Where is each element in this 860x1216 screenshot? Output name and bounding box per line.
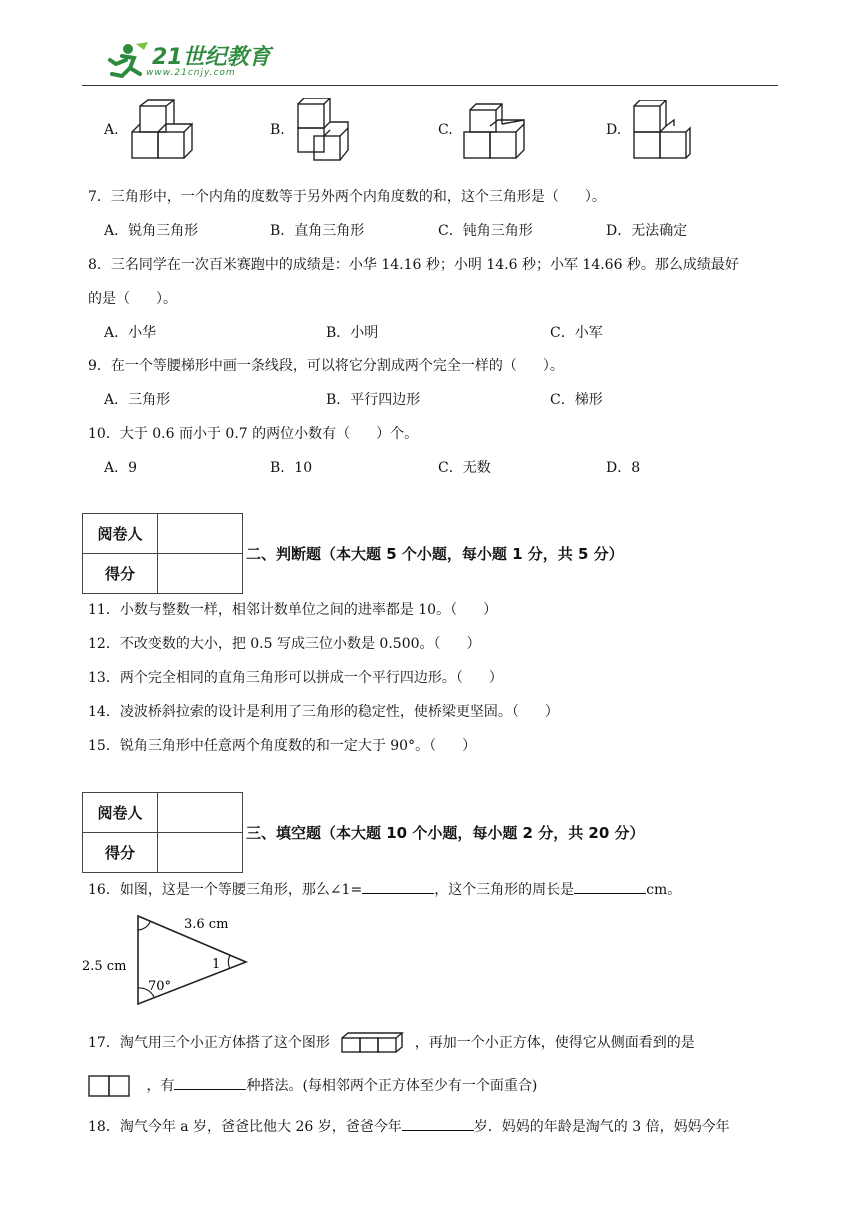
q6-option-d: D. bbox=[606, 122, 622, 138]
side-view-icon bbox=[88, 1075, 134, 1097]
q18-text-end: 岁．妈妈的年龄是淘气的 3 倍，妈妈今年 bbox=[473, 1119, 730, 1135]
score-label: 得分 bbox=[83, 554, 158, 594]
left-side-label: 2.5 cm bbox=[82, 959, 127, 974]
q9-stem bbox=[88, 355, 564, 375]
q7-option-b: B．直角三角形 bbox=[270, 223, 365, 239]
three-cubes-icon bbox=[340, 1032, 404, 1054]
q14 bbox=[88, 701, 559, 721]
q12-close: ） bbox=[466, 636, 481, 652]
score-cell[interactable] bbox=[158, 554, 243, 594]
q11 bbox=[88, 599, 497, 619]
reviewer-cell[interactable] bbox=[158, 514, 243, 554]
section3-title: 三、填空题（本大题 10 个小题，每小题 2 分，共 20 分） bbox=[246, 824, 645, 842]
q8-stem-line2 bbox=[88, 288, 177, 308]
runner-logo-icon bbox=[100, 40, 152, 84]
section3-score-box bbox=[82, 792, 243, 873]
q6-figure-b bbox=[294, 98, 358, 164]
score-cell[interactable] bbox=[158, 833, 243, 873]
q18-text: 18．淘气今年 a 岁，爸爸比他大 26 岁，爸爸今年 bbox=[88, 1119, 402, 1135]
q15 bbox=[88, 735, 476, 755]
q6-figure-c bbox=[462, 102, 528, 162]
header-divider bbox=[82, 85, 778, 86]
q10-option-c: C．无数 bbox=[438, 460, 491, 476]
q9-option-b: B．平行四边形 bbox=[326, 392, 421, 408]
q6-option-c: C. bbox=[438, 122, 453, 138]
brand-site: www.21cnjy.com bbox=[146, 68, 236, 78]
q6-option-b: B. bbox=[270, 122, 285, 138]
reviewer-label: 阅卷人 bbox=[83, 514, 158, 554]
score-label: 得分 bbox=[83, 833, 158, 873]
angle-1-label: 1 bbox=[212, 957, 221, 972]
q12 bbox=[88, 633, 481, 653]
brand-name: 21世纪教育 bbox=[152, 45, 271, 70]
reviewer-label: 阅卷人 bbox=[83, 793, 158, 833]
q17-blank[interactable] bbox=[174, 1075, 246, 1090]
q9-option-c: C．梯形 bbox=[550, 392, 603, 408]
q11-text: 11．小数与整数一样，相邻计数单位之间的进率都是 10。（ bbox=[88, 602, 458, 618]
q10-option-d: D．8 bbox=[606, 460, 641, 476]
q7-stem bbox=[88, 186, 606, 206]
section2-title: 二、判断题（本大题 5 个小题，每小题 1 分，共 5 分） bbox=[246, 545, 624, 563]
q17-text-end: 种搭法。(每相邻两个正方体至少有一个面重合) bbox=[246, 1078, 538, 1094]
q10-option-a: A．9 bbox=[104, 460, 138, 476]
q8-text: 的是（ bbox=[88, 291, 130, 307]
q14-text: 14．凌波桥斜拉索的设计是利用了三角形的稳定性，使桥梁更坚固。（ bbox=[88, 704, 519, 720]
q15-text: 15．锐角三角形中任意两个角度数的和一定大于 90°。（ bbox=[88, 738, 437, 754]
q8-text-end: ）。 bbox=[156, 291, 177, 307]
q11-close: ） bbox=[483, 602, 498, 618]
q7-option-a: A．锐角三角形 bbox=[104, 223, 199, 239]
q13 bbox=[88, 667, 503, 687]
section2-score-box bbox=[82, 513, 243, 594]
q17-stem-line2 bbox=[88, 1075, 537, 1097]
header-logo bbox=[100, 40, 280, 84]
q7-text: 7．三角形中，一个内角的度数等于另外两个内角度数的和，这个三角形是（ bbox=[88, 189, 559, 205]
q7-option-d: D．无法确定 bbox=[606, 223, 688, 239]
q7-text-end: ）。 bbox=[584, 189, 606, 205]
q9-text: 9．在一个等腰梯形中画一条线段，可以将它分割成两个完全一样的（ bbox=[88, 358, 517, 374]
q16-blank-perimeter[interactable] bbox=[574, 879, 646, 894]
q6-option-a: A. bbox=[104, 122, 119, 138]
q12-text: 12．不改变数的大小，把 0.5 写成三位小数是 0.500。（ bbox=[88, 636, 441, 652]
q8-option-a: A．小华 bbox=[104, 325, 157, 341]
q15-close: ） bbox=[462, 738, 477, 754]
q17-text-mid: ，再加一个小正方体，使得它从侧面看到的是 bbox=[414, 1035, 695, 1051]
q16-text-end: cm。 bbox=[646, 882, 682, 898]
q8-option-c: C．小军 bbox=[550, 325, 603, 341]
q17-text-line2: ，有 bbox=[146, 1078, 175, 1094]
q17-stem-line1 bbox=[88, 1032, 695, 1054]
q10-stem bbox=[88, 423, 418, 443]
q10-text: 10．大于 0.6 而小于 0.7 的两位小数有（ bbox=[88, 426, 351, 442]
q16-text-mid: ，这个三角形的周长是 bbox=[434, 882, 575, 898]
q18-blank-father[interactable] bbox=[402, 1116, 474, 1131]
bottom-angle-label: 70° bbox=[148, 979, 172, 994]
top-side-label: 3.6 cm bbox=[184, 917, 229, 932]
q13-text: 13．两个完全相同的直角三角形可以拼成一个平行四边形。（ bbox=[88, 670, 463, 686]
q17-text: 17．淘气用三个小正方体搭了这个图形 bbox=[88, 1035, 330, 1051]
q6-figure-d bbox=[630, 100, 692, 162]
q9-option-a: A．三角形 bbox=[104, 392, 171, 408]
q10-option-b: B．10 bbox=[270, 460, 313, 476]
q16-stem bbox=[88, 879, 681, 899]
reviewer-cell[interactable] bbox=[158, 793, 243, 833]
isosceles-triangle-figure bbox=[80, 908, 260, 1010]
q6-figure-a bbox=[128, 98, 200, 164]
q10-text-end: ）个。 bbox=[376, 426, 419, 442]
q8-option-b: B．小明 bbox=[326, 325, 379, 341]
q16-blank-angle[interactable] bbox=[362, 879, 434, 894]
q9-text-end: ）。 bbox=[542, 358, 564, 374]
q16-text: 16．如图，这是一个等腰三角形，那么∠1= bbox=[88, 882, 363, 898]
q8-stem-line1: 8．三名同学在一次百米赛跑中的成绩是：小华 14.16 秒；小明 14.6 秒；小军 14.66 秒。那么成绩最好 bbox=[88, 257, 739, 273]
q7-option-c: C．钝角三角形 bbox=[438, 223, 533, 239]
q13-close: ） bbox=[488, 670, 503, 686]
q18-stem bbox=[88, 1116, 730, 1136]
q14-close: ） bbox=[544, 704, 559, 720]
